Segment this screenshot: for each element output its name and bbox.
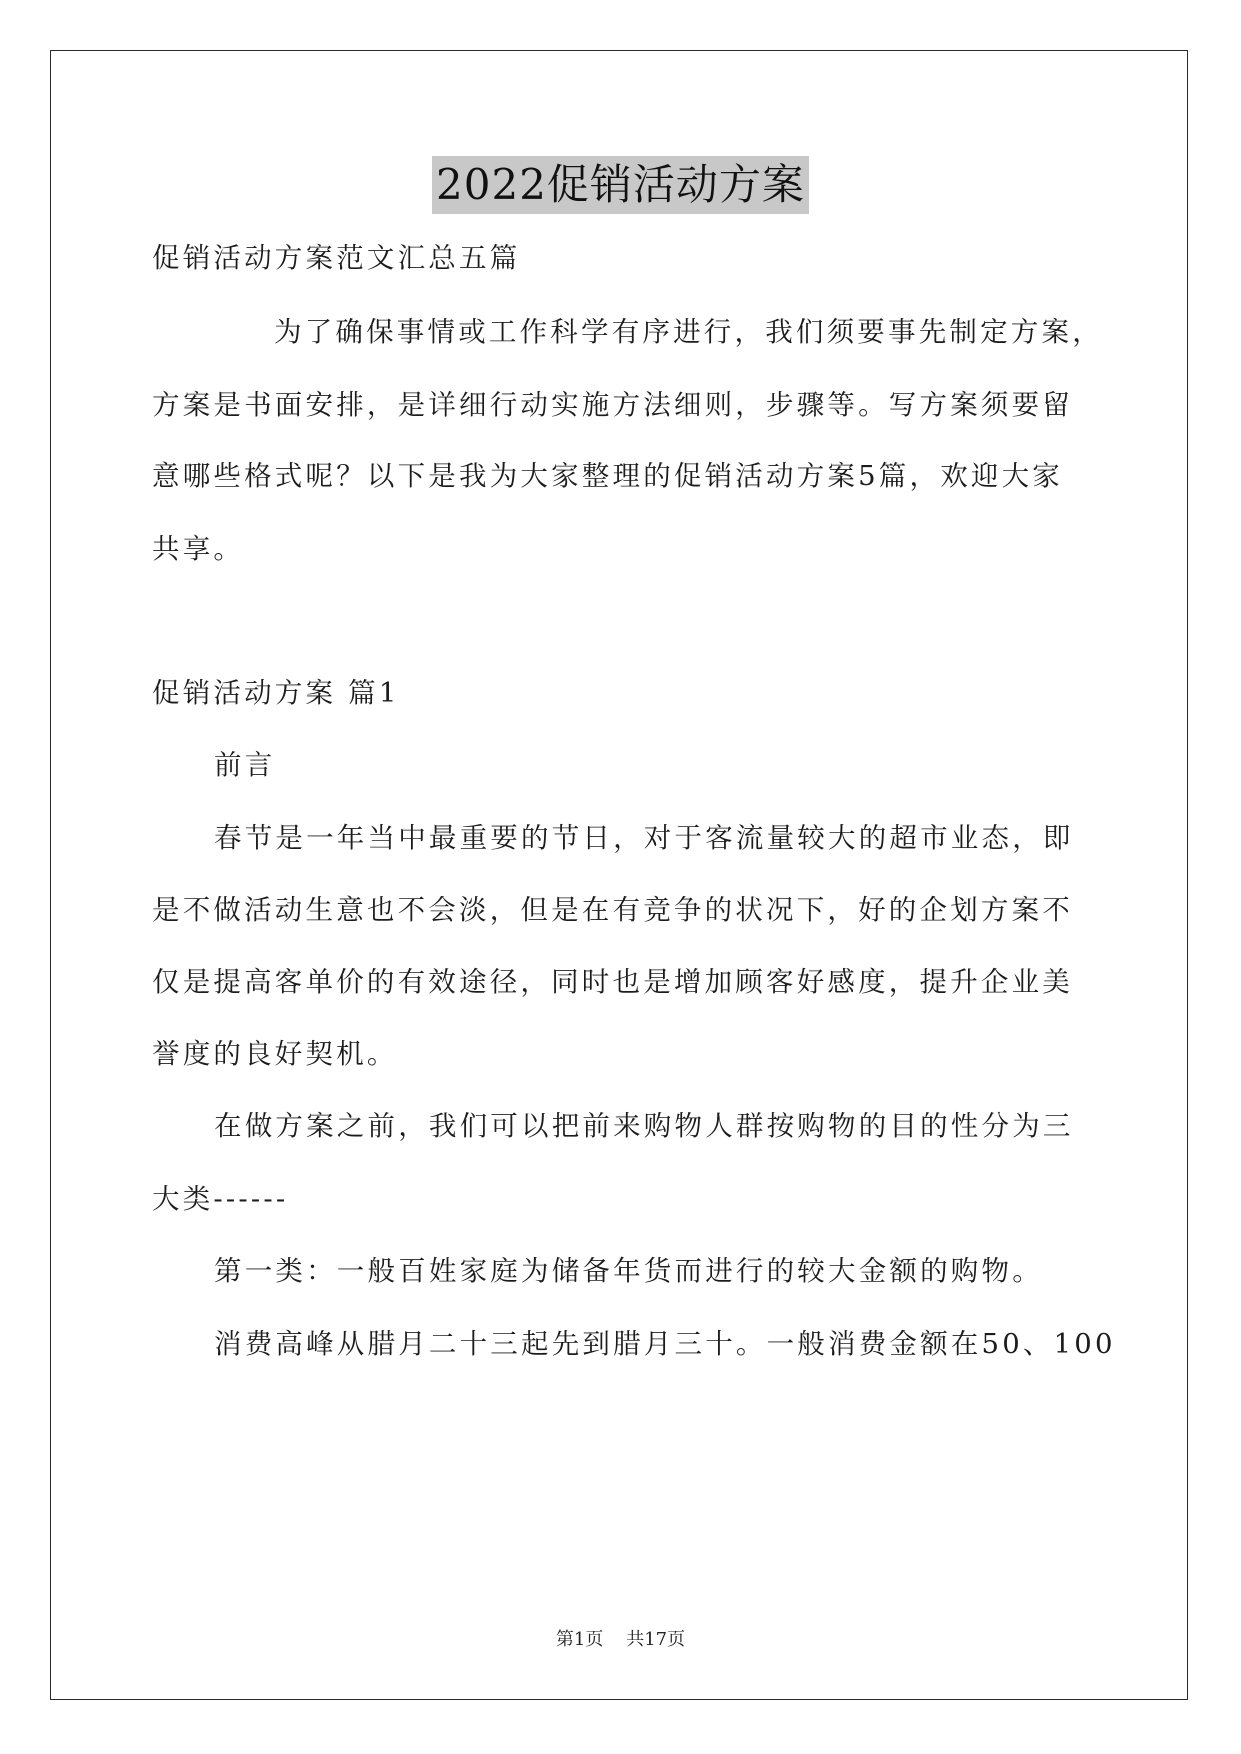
body-line-4: 誉度的良好契机。	[152, 1038, 398, 1070]
intro-line-3: 意哪些格式呢？以下是我为大家整理的促销活动方案5篇，欢迎大家	[152, 460, 1063, 492]
body-line-8: 消费高峰从腊月二十三起先到腊月三十。一般消费金额在50、100	[214, 1328, 1116, 1360]
page-border	[50, 50, 1188, 1700]
body-line-7: 第一类：一般百姓家庭为储备年货而进行的较大金额的购物。	[214, 1255, 1043, 1287]
page-footer	[0, 1628, 1241, 1652]
current-page-number: 第1页	[555, 1629, 604, 1650]
total-pages: 共17页	[626, 1629, 686, 1650]
body-line-3: 仅是提高客单价的有效途径，同时也是增加顾客好感度，提升企业美	[152, 966, 1073, 998]
body-line-1: 春节是一年当中最重要的节日，对于客流量较大的超市业态，即	[214, 822, 1074, 854]
document-subtitle: 促销活动方案范文汇总五篇	[152, 242, 521, 274]
body-line-6: 大类------	[152, 1183, 289, 1215]
intro-line-1: 为了确保事情或工作科学有序进行，我们须要事先制定方案，	[274, 316, 1103, 348]
intro-line-2: 方案是书面安排，是详细行动实施方法细则，步骤等。写方案须要留	[152, 389, 1073, 421]
title-container	[0, 156, 1241, 214]
section-heading: 促销活动方案 篇1	[152, 677, 400, 709]
body-line-2: 是不做活动生意也不会淡，但是在有竞争的状况下，好的企划方案不	[152, 894, 1073, 926]
intro-line-4: 共享。	[152, 533, 245, 565]
document-title: 2022促销活动方案	[432, 156, 809, 214]
preface-label: 前言	[214, 749, 276, 781]
body-line-5: 在做方案之前，我们可以把前来购物人群按购物的目的性分为三	[214, 1110, 1074, 1142]
